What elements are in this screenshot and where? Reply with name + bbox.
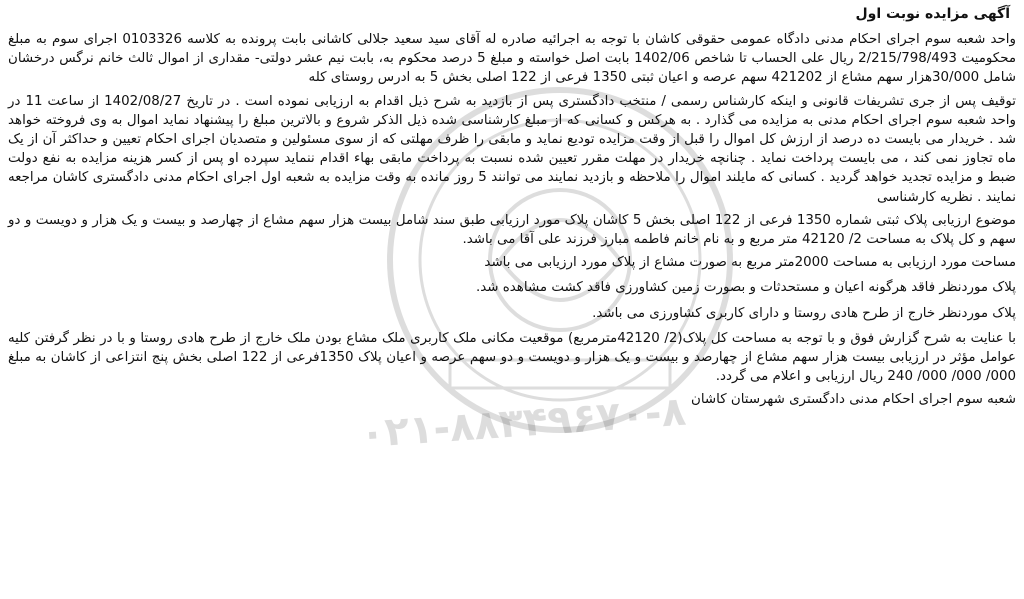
notice-paragraph-6: پلاک موردنظر خارج از طرح هادی روستا و دارای کاربری کشاورزی می باشد. xyxy=(592,305,1016,321)
notice-paragraph-3: موضوع ارزیابی پلاک ثبتی شماره 1350 فرعی از 122 اصلی بخش 5 کاشان پلاک مورد ارزیابی طبق سند شامل بیست هزار سهم مشاع از چهارصد و بیست و یک هزار و دویست و دو سهم و کل پلاک به مساحت 2/ 42120 متر مربع و به نام خانم فاطمه مبارز فرزند علی آقا می باشد. xyxy=(8,212,1016,248)
notice-content xyxy=(8,4,1016,409)
notice-title: آگهی مزایده نوبت اول xyxy=(855,6,1010,22)
notice-paragraph-1: واحد شعبه سوم اجرای احکام مدنی دادگاه عمومی حقوقی کاشان با توجه به اجرائیه صادره له آقای سید سعید جلالی کاشانی بابت پرونده به کلاسه 0103326 اجرای سوم به مبلغ محکومیت 2/215/798/493 ریال علی الحساب تا شاخص 1402/06 بابت اصل خواسته و مبلغ 5 درصد محکوم به، بابت نیم عشر دولتی- مقداری از اموال ثالث خانم نرگس درخشان شامل 30/000هزار سهم مشاع از 421202 سهم عرصه و اعیان ثبتی 1350 فرعی از 122 اصلی بخش 5 به ادرس روستای کله xyxy=(8,32,1017,86)
notice-footer: شعبه سوم اجرای احکام مدنی دادگستری شهرستان کاشان xyxy=(691,392,1016,408)
notice-paragraph-2: توقیف پس از جری تشریفات قانونی و اینکه کارشناس رسمی / منتخب دادگستری پس از بازدید به شرح ذیل اقدام به ارزیابی نموده است . در تاریخ 1402/08/27 از ساعت 11 در واحد شعبه سوم اجرای احکام مدنی به مزایده می گذارد . به هرکس و کسانی که از مبلغ کارشناسی شده ذیل الذکر شروع و بالاترین مبلغ را پیشنهاد نماید اموال به وی فروخته خواهد شد . خریدار می بایست ده درصد از ارزش کل اموال را قبل از وقت مزایده تودیع نماید و مابقی را ظرف مهلتی که از سوی مسئولین و متصدیان اجرای احکام تعیین و حداکثر آن از یک ماه تجاوز نمی کند ، می بایست پرداخت نماید . چنانچه خریدار در مهلت مقرر تعیین شده نسبت به پرداخت مابقی بهاء اقدام ننماید سپرده او پس از کسر هزینه مزایده به نفع دولت ضبط و مزایده تجدید خواهد گردید . کسانی که مایلند اموال را ملاحظه و بازدید نمایند می توانند 5 روز مانده به وقت مزایده به شعبه اول اجرای احکام مدنی دادگستری کاشان مراجعه نمایند . نظریه کارشناسی xyxy=(8,93,1017,205)
notice-paragraph-5: پلاک موردنظر فاقد هرگونه اعیان و مستحدثات و بصورت زمین کشاورزی فاقد کشت مشاهده شد. xyxy=(476,280,1016,296)
notice-paragraph-7: با عنایت به شرح گزارش فوق و با توجه به مساحت کل پلاک(2/ 42120مترمربع) موقعیت مکانی ملک کاربری ملک مشاع بودن ملک خارج از طرح هادی روستا و با در نظر گرفتن کلیه عوامل مؤثر در ارزیابی بیست هزار سهم مشاع از چهارصد و بیست و یک هزار و دویست و دو سهم عرصه و اعیان پلاک 1350فرعی از 122 اصلی بخش پنج انتزاعی از کاشان به مبلغ 000/ 000/ 000/ 240 ریال ارزیابی و اعلام می گردد. xyxy=(8,330,1016,385)
notice-paragraph-4: مساحت مورد ارزیابی به مساحت 2000متر مربع به صورت مشاع از پلاک مورد ارزیابی می باشد xyxy=(484,255,1016,271)
watermark-phone: ۰۲۱-۸۸۳۴۹۶۷۰-۸ xyxy=(358,388,688,458)
